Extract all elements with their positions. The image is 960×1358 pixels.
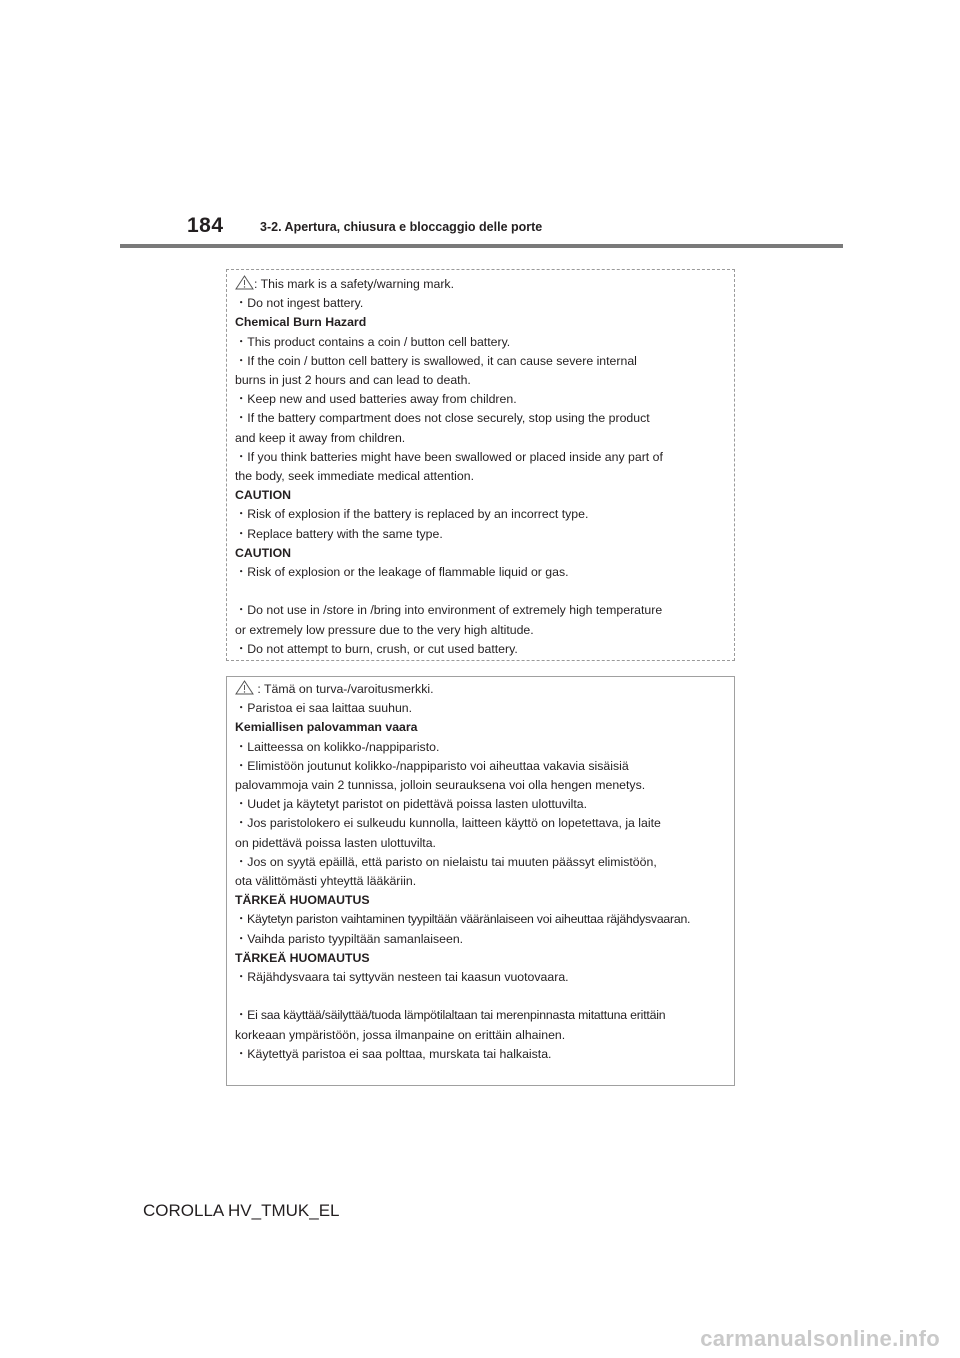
section-title: 3-2. Apertura, chiusura e bloccaggio delle porte (260, 220, 543, 234)
watermark: carmanualsonline.info (700, 1326, 940, 1351)
warning-box-english (226, 269, 735, 661)
text-line: ・Jos paristolokero ei sulkeudu kunnolla, laitteen käyttö on lopetettava, ja laite (235, 816, 661, 831)
warning-mark-line (235, 275, 728, 294)
text-line: ・Paristoa ei saa laittaa suuhun. (235, 701, 413, 716)
text-line: ・Jos on syytä epäillä, että paristo on nielaistu tai muuten päässyt elimistöön, (235, 854, 657, 869)
text-line: or extremely low pressure due to the very high altitude. (235, 622, 534, 637)
text-line: ・Do not attempt to burn, crush, or cut used battery. (235, 641, 518, 656)
text-line: ・If the battery compartment does not close securely, stop using the product (235, 411, 650, 426)
footer-model: COROLLA HV_TMUK_EL (143, 1201, 340, 1220)
text-line: and keep it away from children. (235, 430, 406, 445)
text-line: ・Uudet ja käytetyt paristot on pidettävä poissa lasten ulottuvilta. (235, 797, 588, 812)
heading: Kemiallisen palovamman vaara (235, 720, 418, 735)
blank-line (235, 987, 728, 1006)
heading: CAUTION (235, 545, 292, 560)
warning-mark-text: : Tämä on turva-/varoitusmerkki. (254, 682, 434, 696)
text-line: the body, seek immediate medical attention. (235, 469, 475, 484)
text-line: ・Vaihda paristo tyypiltään samanlaiseen. (235, 931, 464, 946)
heading: TÄRKEÄ HUOMAUTUS (235, 950, 370, 965)
text-line: ・Keep new and used batteries away from children. (235, 392, 517, 407)
text-line: ・If you think batteries might have been swallowed or placed inside any part of (235, 449, 663, 464)
warning-triangle-icon (235, 275, 254, 290)
warning-mark-line (235, 680, 728, 699)
text-line: on pidettävä poissa lasten ulottuvilta. (235, 835, 436, 850)
text-line: ・Räjähdysvaara tai syttyvän nesteen tai kaasun vuotovaara. (235, 970, 569, 985)
text-line: palovammoja vain 2 tunnissa, jolloin seurauksena voi olla hengen menetys. (235, 778, 646, 793)
text-line: ・This product contains a coin / button cell battery. (235, 334, 511, 349)
text-line: ・Käytetyn pariston vaihtaminen tyypiltään vääränlaiseen voi aiheuttaa räjähdysvaaran. (235, 912, 691, 927)
warning-triangle-icon (235, 680, 254, 695)
text-line: ・If the coin / button cell battery is swallowed, it can cause severe internal (235, 353, 637, 368)
text-line: ・Risk of explosion or the leakage of flammable liquid or gas. (235, 565, 569, 580)
page-number: 184 (187, 214, 224, 237)
text-line: ・Do not use in /store in /bring into environment of extremely high temperature (235, 603, 663, 618)
text-line: ・Ei saa käyttää/säilyttää/tuoda lämpötilaltaan tai merenpinnasta mitattuna erittäin (235, 1008, 666, 1023)
text-line: burns in just 2 hours and can lead to death. (235, 373, 471, 388)
warning-box-finnish (226, 676, 735, 1086)
text-line: ・Do not ingest battery. (235, 296, 364, 311)
text-line: ・Elimistöön joutunut kolikko-/nappiparisto voi aiheuttaa vakavia sisäisiä (235, 758, 629, 773)
text-line: ・Käytettyä paristoa ei saa polttaa, murskata tai halkaista. (235, 1046, 552, 1061)
heading: Chemical Burn Hazard (235, 315, 367, 330)
text-line: ota välittömästi yhteyttä lääkäriin. (235, 874, 417, 889)
warning-mark-text: : This mark is a safety/warning mark. (254, 277, 454, 291)
heading: TÄRKEÄ HUOMAUTUS (235, 893, 370, 908)
text-line: korkeaan ympäristöön, jossa ilmanpaine on erittäin alhainen. (235, 1027, 566, 1042)
text-line: ・Replace battery with the same type. (235, 526, 443, 541)
blank-line (235, 582, 728, 601)
header-rule (120, 244, 843, 248)
text-line: ・Risk of explosion if the battery is replaced by an incorrect type. (235, 507, 589, 522)
heading: CAUTION (235, 488, 292, 503)
text-line: ・Laitteessa on kolikko-/nappiparisto. (235, 739, 440, 754)
